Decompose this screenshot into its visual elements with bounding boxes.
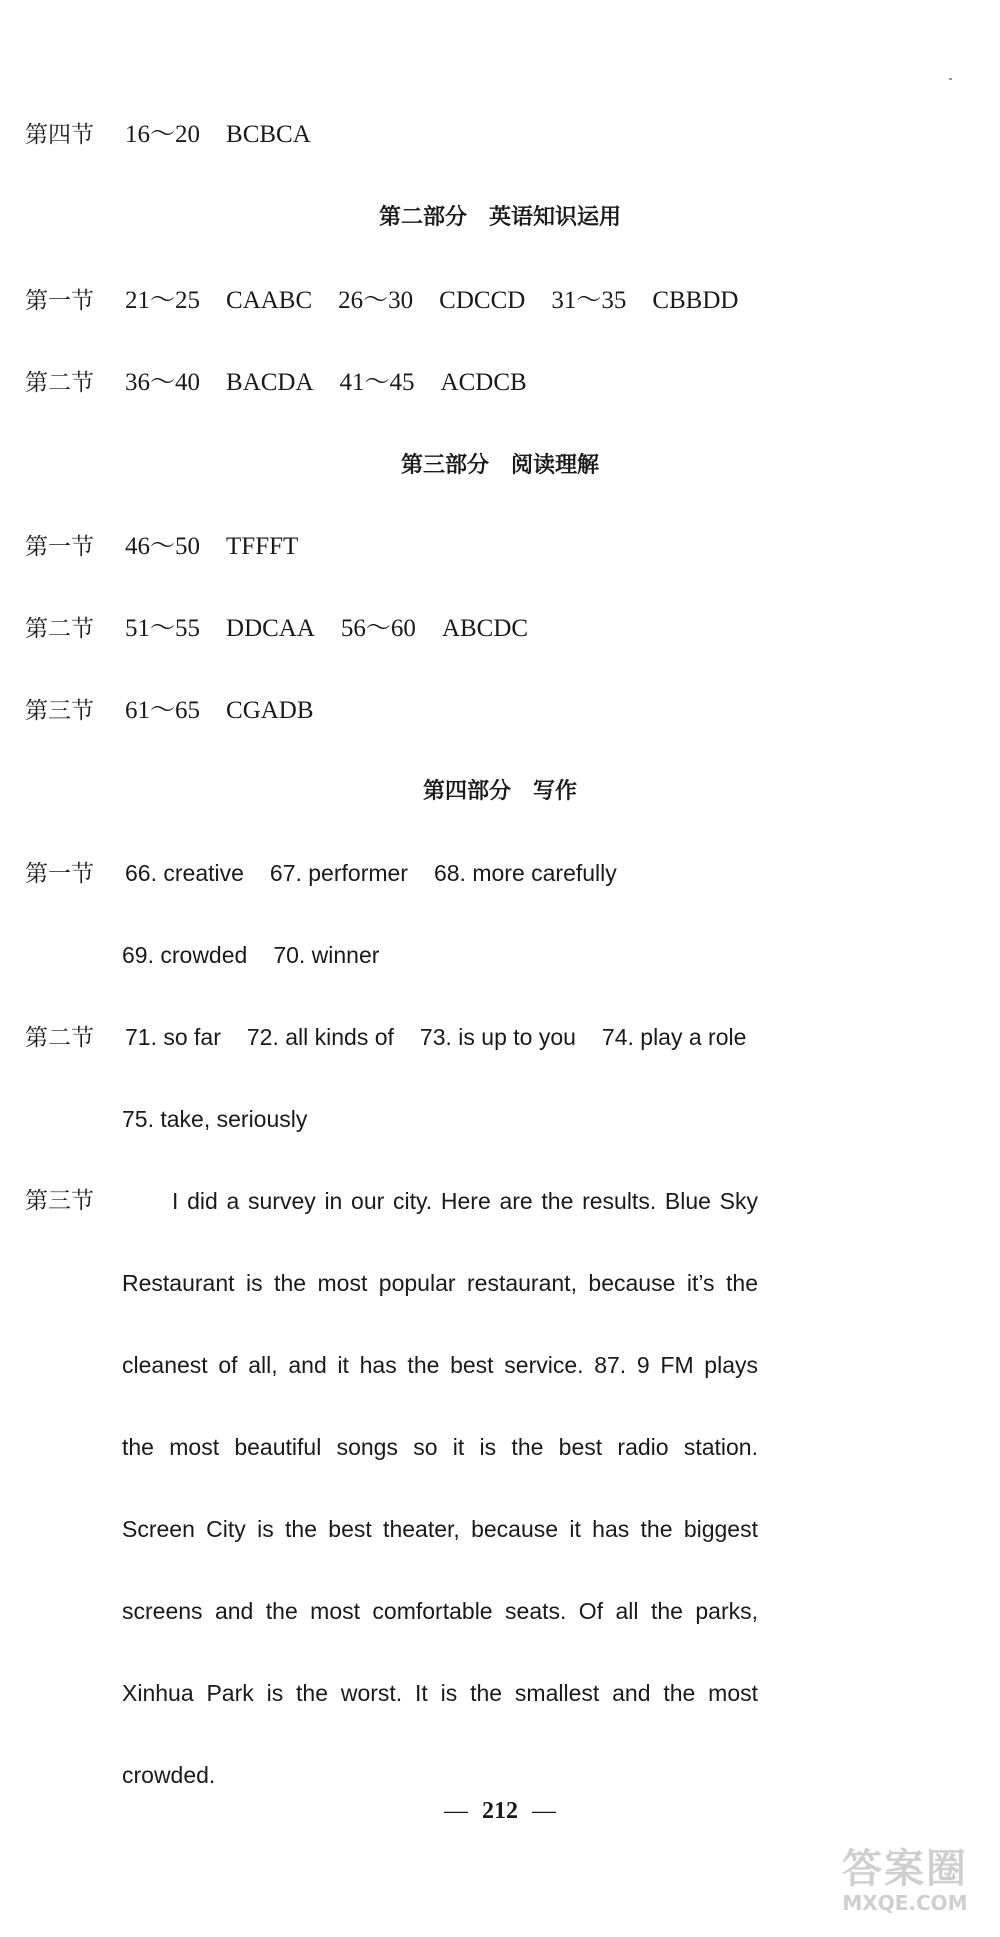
footer-dash-right: —	[532, 1798, 556, 1824]
answer-item: 68. more carefully	[433, 860, 617, 886]
part-number: 第二部分	[378, 205, 467, 230]
essay-line: I did a survey in our city. Here are the results. Blue Sky	[172, 1188, 758, 1214]
question-range: 21～25	[125, 287, 201, 314]
part4-section1-row	[25, 856, 617, 891]
question-range: 36～40	[125, 369, 201, 396]
part2-section1-row	[25, 284, 738, 318]
question-range: 26～30	[338, 287, 414, 314]
answer-letters: BACDA	[226, 369, 314, 396]
part3-heading	[0, 450, 1000, 482]
answer-letters: DDCAA	[226, 615, 315, 642]
question-range: 31～35	[551, 287, 627, 314]
part-number: 第四部分	[422, 779, 511, 804]
section-label: 第二节	[25, 616, 94, 642]
part-title: 英语知识运用	[489, 205, 622, 230]
answer-letters: CBBDD	[652, 287, 739, 314]
part4-section3-label-row	[25, 1184, 125, 1218]
part3-section1-row	[25, 530, 298, 564]
watermark-url: MXQE.COM	[842, 1891, 968, 1915]
part3-section3-row	[25, 694, 314, 728]
part1-section4-row	[25, 118, 311, 152]
watermark-logo-text: 答案圈	[842, 1846, 968, 1892]
question-range: 56～60	[340, 615, 416, 642]
section-label: 第二节	[25, 1025, 94, 1051]
section-label: 第三节	[25, 1188, 94, 1214]
answer-item: 69. crowded	[122, 942, 248, 968]
question-range: 51～55	[125, 615, 201, 642]
section-label: 第四节	[25, 122, 94, 148]
site-watermark	[820, 1847, 990, 1929]
answer-item: 66. creative	[125, 860, 244, 886]
part4-section2-row	[25, 1020, 746, 1055]
part3-section2-row	[25, 612, 528, 646]
answer-letters: BCBCA	[226, 121, 311, 148]
part2-section2-row	[25, 366, 527, 400]
answer-item: 70. winner	[273, 942, 380, 968]
answer-letters: CAABC	[226, 287, 313, 314]
part4-heading	[0, 776, 1000, 808]
essay-line: cleanest of all, and it has the best service. 87. 9 FM plays	[122, 1352, 758, 1378]
essay-line: the most beautiful songs so it is the best radio station.	[122, 1434, 758, 1460]
page-number-footer	[0, 1798, 1000, 1825]
question-range: 61～65	[125, 697, 201, 724]
essay-line: crowded.	[122, 1762, 216, 1788]
part-title: 阅读理解	[511, 453, 600, 478]
essay-line: screens and the most comfortable seats. Of all the parks,	[122, 1598, 758, 1624]
page-number: 212	[482, 1798, 518, 1824]
answer-item: 67. performer	[269, 860, 408, 886]
question-range: 41～45	[339, 369, 415, 396]
answer-letters: TFFFT	[226, 533, 299, 560]
answer-letters: CGADB	[226, 697, 314, 724]
question-range: 16～20	[125, 121, 201, 148]
essay-line: Xinhua Park is the worst. It is the smallest and the most	[122, 1680, 758, 1706]
section-label: 第一节	[25, 534, 94, 560]
section-label: 第一节	[25, 861, 94, 887]
scan-speck	[949, 78, 952, 80]
part-title: 写作	[533, 779, 578, 804]
section-label: 第三节	[25, 698, 94, 724]
answer-item: 72. all kinds of	[246, 1024, 394, 1050]
answer-letters: CDCCD	[439, 287, 526, 314]
section-label: 第二节	[25, 370, 94, 396]
answer-item: 71. so far	[125, 1024, 221, 1050]
answer-item: 74. play a role	[601, 1024, 747, 1050]
part2-heading	[0, 202, 1000, 234]
answer-letters: ACDCB	[440, 369, 527, 396]
footer-dash-left: —	[444, 1798, 468, 1824]
essay-line: Screen City is the best theater, because it has the biggest	[122, 1516, 758, 1542]
answer-item: 73. is up to you	[419, 1024, 576, 1050]
answer-letters: ABCDC	[441, 615, 529, 642]
part-number: 第三部分	[400, 453, 489, 478]
part4-section1-continuation	[122, 938, 379, 972]
essay-line: Restaurant is the most popular restaurant, because it’s the	[122, 1270, 758, 1296]
section-label: 第一节	[25, 288, 94, 314]
question-range: 46～50	[125, 533, 201, 560]
answer-item: 75. take, seriously	[122, 1106, 308, 1132]
part4-section2-continuation	[122, 1102, 307, 1136]
